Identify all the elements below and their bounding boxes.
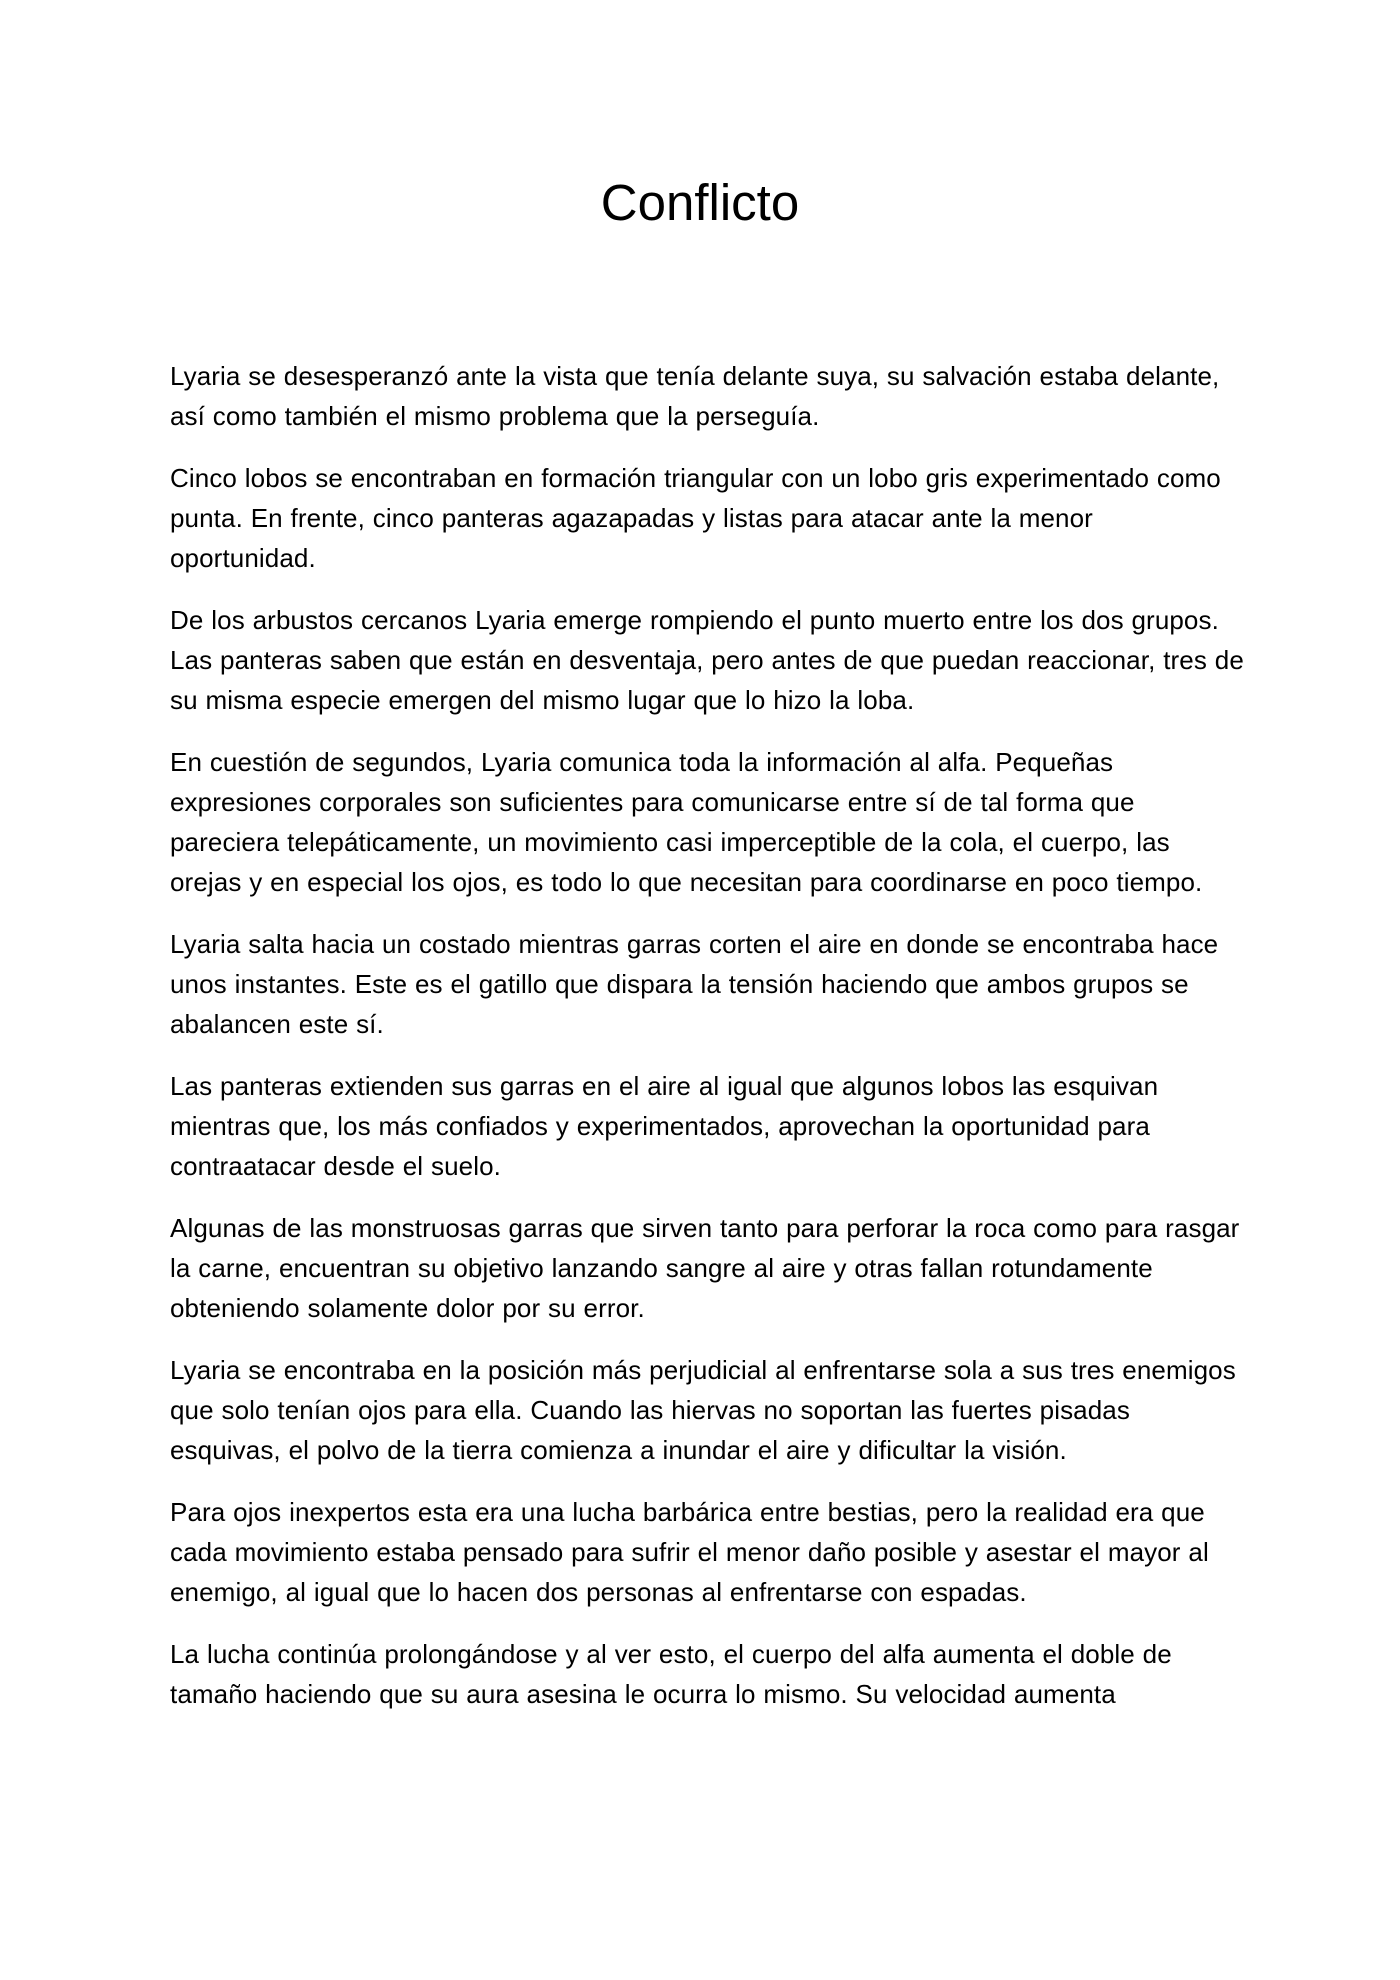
paragraph: Lyaria se encontraba en la posición más perjudicial al enfrentarse sola a sus tres enemigos que solo tenían ojos para ella. Cuando las hiervas no soportan las fuertes pisadas esquivas, el polvo de la tierra comienza a inundar el aire y dificultar la visión. (170, 1355, 1236, 1465)
paragraph: En cuestión de segundos, Lyaria comunica toda la información al alfa. Pequeñas expresiones corporales son suficientes para comunicarse entre sí de tal forma que pareciera telepáticamente, un movimiento casi imperceptible de la cola, el cuerpo, las orejas y en especial los ojos, es todo lo que necesitan para coordinarse en poco tiempo. (170, 747, 1203, 897)
paragraph: Cinco lobos se encontraban en formación triangular con un lobo gris experimentado como punta. En frente, cinco panteras agazapadas y listas para atacar ante la menor oportunidad. (170, 463, 1221, 573)
paragraph: Lyaria salta hacia un costado mientras garras corten el aire en donde se encontraba hace unos instantes. Este es el gatillo que dispara la tensión haciendo que ambos grupos se abalancen este sí. (170, 929, 1219, 1039)
paragraph: De los arbustos cercanos Lyaria emerge rompiendo el punto muerto entre los dos grupos. Las panteras saben que están en desventaja, pero antes de que puedan reaccionar, tres de su misma especie emergen del mismo lugar que lo hizo la loba. (170, 605, 1244, 715)
paragraph: Lyaria se desesperanzó ante la vista que tenía delante suya, su salvación estaba delante, así como también el mismo problema que la perseguía. (170, 361, 1220, 431)
paragraph: La lucha continúa prolongándose y al ver esto, el cuerpo del alfa aumenta el doble de tamaño haciendo que su aura asesina le ocurra lo mismo. Su velocidad aumenta (170, 1639, 1172, 1709)
document-body (170, 356, 1245, 1736)
paragraph: Para ojos inexpertos esta era una lucha barbárica entre bestias, pero la realidad era que cada movimiento estaba pensado para sufrir el menor daño posible y asestar el mayor al enemigo, al igual que lo hacen dos personas al enfrentarse con espadas. (170, 1497, 1209, 1607)
paragraph: Las panteras extienden sus garras en el aire al igual que algunos lobos las esquivan mientras que, los más confiados y experimentados, aprovechan la oportunidad para contraatacar desde el suelo. (170, 1071, 1159, 1181)
paragraph: Algunas de las monstruosas garras que sirven tanto para perforar la roca como para rasgar la carne, encuentran su objetivo lanzando sangre al aire y otras fallan rotundamente obteniendo solamente dolor por su error. (170, 1213, 1240, 1323)
page-title: Conflicto (600, 174, 800, 231)
